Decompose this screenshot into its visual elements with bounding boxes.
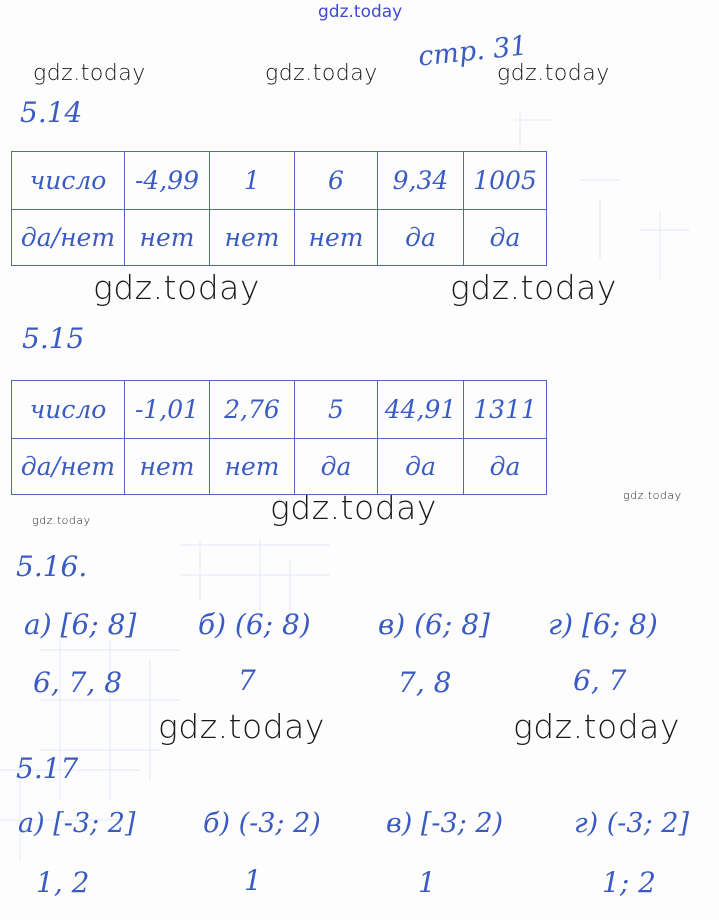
- exercise-label: 5.17: [16, 752, 79, 785]
- watermark: gdz.today: [270, 488, 437, 527]
- answer-g: 1; 2: [602, 866, 656, 899]
- answer-a: 1, 2: [36, 866, 90, 899]
- table-row: [12, 439, 547, 495]
- interval-a: а) [6; 8]: [24, 608, 137, 641]
- table-cell: да: [464, 210, 547, 266]
- watermark: gdz.today: [32, 514, 91, 527]
- table-cell: да/нет: [12, 439, 125, 495]
- interval-a: а) [-3; 2]: [18, 808, 136, 839]
- watermark: gdz.today: [623, 489, 682, 502]
- interval-v: в) (6; 8]: [378, 608, 490, 641]
- table-cell: -4,99: [125, 152, 210, 210]
- interval-g: г) (-3; 2]: [574, 808, 689, 839]
- answer-b: 7: [238, 664, 256, 697]
- table-5-15: [11, 380, 547, 495]
- table-cell: 1311: [464, 381, 547, 439]
- watermark: gdz.today: [158, 707, 325, 746]
- answer-b: 1: [244, 864, 262, 897]
- table-cell: да: [464, 439, 547, 495]
- table-cell: 1005: [464, 152, 547, 210]
- interval-g: г) [6; 8): [548, 608, 658, 641]
- answer-g: 6, 7: [573, 664, 627, 697]
- answer-a: 6, 7, 8: [33, 666, 123, 699]
- table-cell: 2,76: [210, 381, 295, 439]
- watermark: gdz.today: [513, 707, 680, 746]
- page-reference: стр. 31: [416, 30, 529, 73]
- exercise-label: 5.16.: [16, 550, 88, 583]
- table-5-14: [11, 151, 547, 266]
- table-cell: да: [378, 439, 464, 495]
- table-cell: нет: [295, 210, 378, 266]
- answer-v: 7, 8: [398, 666, 452, 699]
- table-row: [12, 210, 547, 266]
- table-row: [12, 381, 547, 439]
- table-cell: 1: [210, 152, 295, 210]
- interval-b: б) (6; 8): [198, 608, 311, 641]
- exercise-label: 5.14: [20, 96, 83, 129]
- interval-b: б) (-3; 2): [203, 808, 321, 839]
- table-cell: -1,01: [125, 381, 210, 439]
- table-cell: да: [295, 439, 378, 495]
- watermark: gdz.today: [450, 268, 617, 307]
- table-cell: да: [378, 210, 464, 266]
- site-logo: gdz.today: [318, 2, 403, 22]
- table-cell: 9,34: [378, 152, 464, 210]
- exercise-label: 5.15: [22, 322, 85, 355]
- answer-v: 1: [418, 866, 436, 899]
- interval-v: в) [-3; 2): [386, 808, 504, 839]
- table-cell: число: [12, 152, 125, 210]
- table-cell: нет: [210, 210, 295, 266]
- table-cell: да/нет: [12, 210, 125, 266]
- table-cell: 5: [295, 381, 378, 439]
- table-cell: нет: [125, 439, 210, 495]
- watermark: gdz.today: [497, 61, 610, 86]
- table-cell: число: [12, 381, 125, 439]
- table-cell: нет: [125, 210, 210, 266]
- watermark: gdz.today: [93, 268, 260, 307]
- table-row: [12, 152, 547, 210]
- table-cell: 44,91: [378, 381, 464, 439]
- watermark: gdz.today: [265, 61, 378, 86]
- table-cell: нет: [210, 439, 295, 495]
- table-cell: 6: [295, 152, 378, 210]
- watermark: gdz.today: [33, 61, 146, 86]
